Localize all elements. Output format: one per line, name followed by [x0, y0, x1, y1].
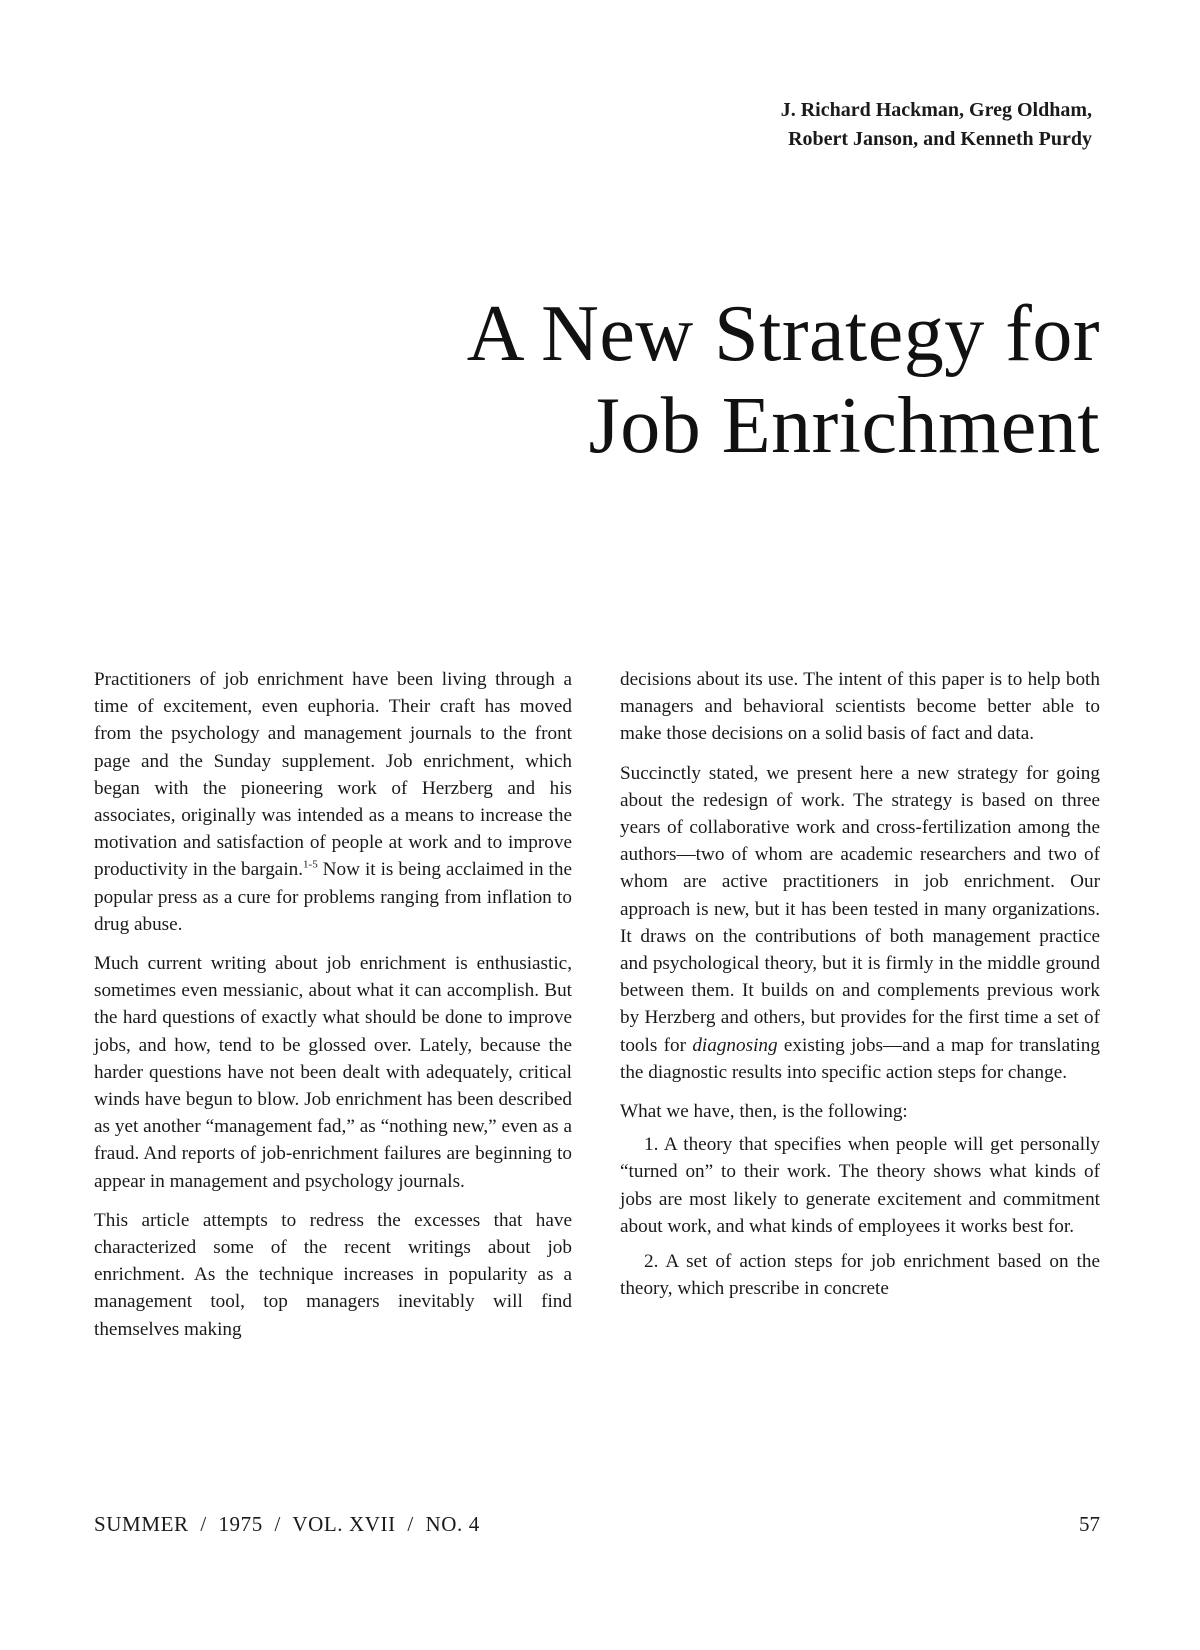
- left-column: [94, 666, 572, 1355]
- emphasized-text: diagnosing: [692, 1034, 778, 1056]
- paragraph: [94, 666, 572, 938]
- list-item: 1. A theory that specifies when people will get personally “turned on” to their work. The theory shows what kinds of jobs are most likely to generate excitement and commitment about work, and what kinds of employees it works best for.: [620, 1134, 1100, 1237]
- right-column: [620, 666, 1100, 1310]
- paragraph: [620, 760, 1100, 1086]
- footnote-reference: 1-5: [303, 859, 318, 872]
- title-line-2: Job Enrichment: [588, 382, 1100, 470]
- page-number: 57: [1079, 1512, 1100, 1536]
- author-byline: [781, 96, 1092, 154]
- list-item: 2. A set of action steps for job enrichment based on the theory, which prescribe in concrete: [620, 1251, 1100, 1300]
- paragraph: This article attempts to redress the excesses that have characterized some of the recent writings about job enrichment. As the technique increases in popularity as a management tool, top managers inevitably will find themselves making: [94, 1209, 572, 1340]
- author-line-2: Robert Janson, and Kenneth Purdy: [788, 128, 1092, 150]
- paragraph: Much current writing about job enrichment is enthusiastic, sometimes even messianic, about what it can accomplish. But the hard questions of exactly what should be done to improve jobs, and how, tend to be glossed over. Lately, because the harder questions have not been dealt with adequately, critical winds have begun to blow. Job enrichment has been described as yet another “management fad,” as “nothing new,” even as a fraud. And reports of job-enrichment failures are beginning to appear in management and psychology journals.: [94, 953, 572, 1192]
- title-line-1: A New Strategy for: [466, 290, 1100, 378]
- paragraph: decisions about its use. The intent of this paper is to help both managers and behavioral scientists become better able to make those decisions on a solid basis of fact and data.: [620, 669, 1100, 745]
- paragraph-text: Now it is being acclaimed in the popular press as a cure for problems ranging from inflation to drug abuse.: [94, 859, 572, 935]
- paragraph-text: Practitioners of job enrichment have been living through a time of excitement, even euphoria. Their craft has moved from the psychology and management journals to the front page and the Sunday supplement. Job enrichment, which began with the pioneering work of Herzberg and his associates, originally was intended as a means to increase the motivation and satisfaction of people at work and to improve productivity in the bargain.: [94, 669, 572, 881]
- paragraph-text: existing jobs—and a map for translating the diagnostic results into specific action steps for change.: [620, 1034, 1100, 1083]
- author-line-1: J. Richard Hackman, Greg Oldham,: [780, 99, 1092, 121]
- paragraph: What we have, then, is the following:: [620, 1101, 908, 1123]
- journal-issue-footer: SUMMER / 1975 / VOL. XVII / NO. 4: [94, 1512, 480, 1536]
- article-title: [467, 288, 1100, 472]
- paragraph-text: Succinctly stated, we present here a new strategy for going about the redesign of work. The strategy is based on three years of collaborative work and cross-fertilization among the authors—two of whom are academic researchers and two of whom are active practitioners in job enrichment. Our approach is new, but it has been tested in many organizations. It draws on the contributions of both management practice and psychological theory, but it is firmly in the middle ground between them. It builds on and complements previous work by Herzberg and others, but provides for the first time a set of tools for: [620, 762, 1100, 1056]
